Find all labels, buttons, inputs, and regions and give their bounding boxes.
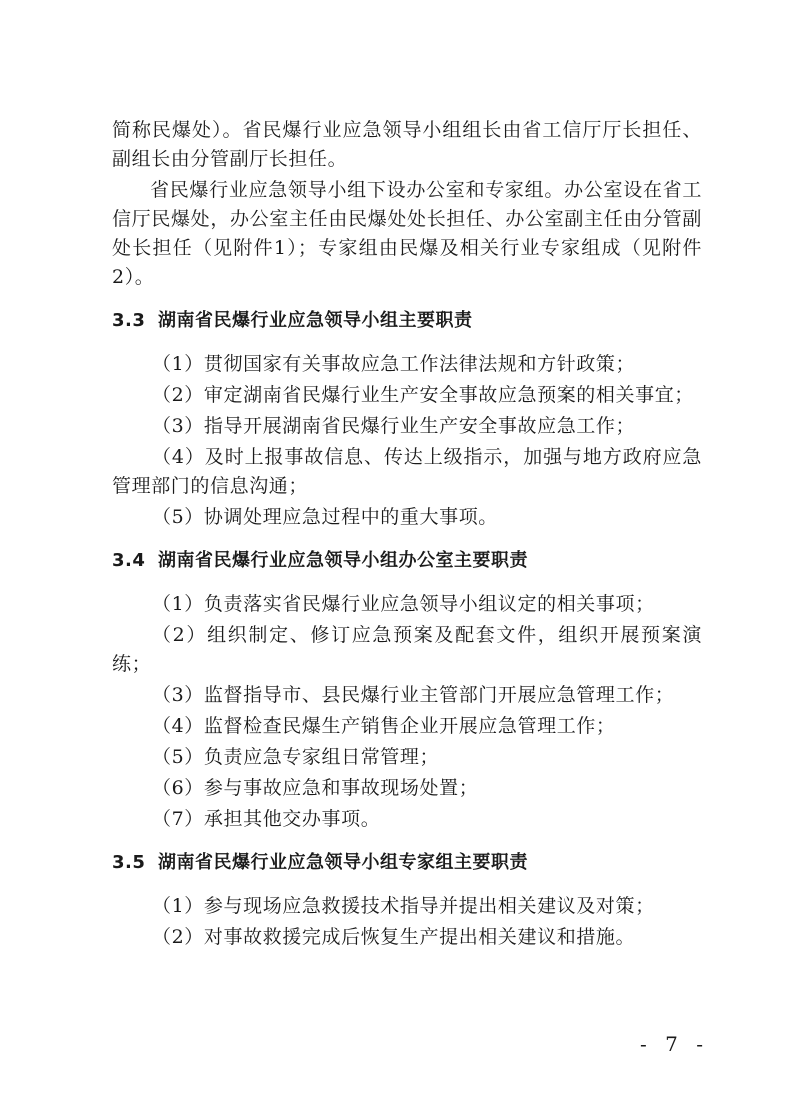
section-heading <box>112 546 702 576</box>
list-item: （1）参与现场应急救援技术指导并提出相关建议及对策； <box>152 895 655 917</box>
section-heading <box>112 848 702 878</box>
list-item: （4）监督检查民爆生产销售企业开展应急管理工作； <box>152 715 616 737</box>
list-item: （1）贯彻国家有关事故应急工作法律法规和方针政策； <box>152 353 636 375</box>
list-item: （5）协调处理应急过程中的重大事项。 <box>152 506 498 528</box>
list-item: （2）对事故救援完成后恢复生产提出相关建议和措施。 <box>152 926 636 948</box>
section-number: 3.3 <box>112 310 146 331</box>
list-item: （2）审定湖南省民爆行业生产安全事故应急预案的相关事宜； <box>152 384 694 406</box>
intro-paragraph-2: 省民爆行业应急领导小组下设办公室和专家组。办公室设在省工信厅民爆处，办公室主任由民爆处处长担任、办公室副主任由分管副处长担任（见附件1）；专家组由民爆及相关行业专家组成（见附件2）。 <box>112 179 702 288</box>
intro-paragraph-1: 简称民爆处）。省民爆行业应急领导小组组长由省工信厅厅长担任、副组长由分管副厅长担任。 <box>112 119 702 170</box>
section-title: 湖南省民爆行业应急领导小组专家组主要职责 <box>158 852 528 873</box>
section-number: 3.4 <box>112 550 146 571</box>
list-item: （6）参与事故应急和事故现场处置； <box>152 777 479 799</box>
section-3-3 <box>112 306 702 532</box>
section-heading <box>112 306 702 336</box>
section-title: 湖南省民爆行业应急领导小组主要职责 <box>158 310 473 331</box>
document-body <box>112 116 702 954</box>
list-item: （7）承担其他交办事项。 <box>152 808 381 830</box>
list-item: （3）指导开展湖南省民爆行业生产安全事故应急工作； <box>152 415 636 437</box>
list-item: （1）负责落实省民爆行业应急领导小组议定的相关事项； <box>152 593 655 615</box>
section-title: 湖南省民爆行业应急领导小组办公室主要职责 <box>158 550 528 571</box>
list-item: （3）监督指导市、县民爆行业主管部门开展应急管理工作； <box>152 684 675 706</box>
list-item: （2）组织制定、修订应急预案及配套文件，组织开展预案演练； <box>112 624 702 675</box>
page-number: - 7 - <box>640 1032 709 1056</box>
list-item: （4）及时上报事故信息、传达上级指示，加强与地方政府应急管理部门的信息沟通； <box>112 446 702 497</box>
section-3-4 <box>112 546 702 834</box>
section-number: 3.5 <box>112 852 146 873</box>
section-3-5 <box>112 848 702 952</box>
list-item: （5）负责应急专家组日常管理； <box>152 746 440 768</box>
